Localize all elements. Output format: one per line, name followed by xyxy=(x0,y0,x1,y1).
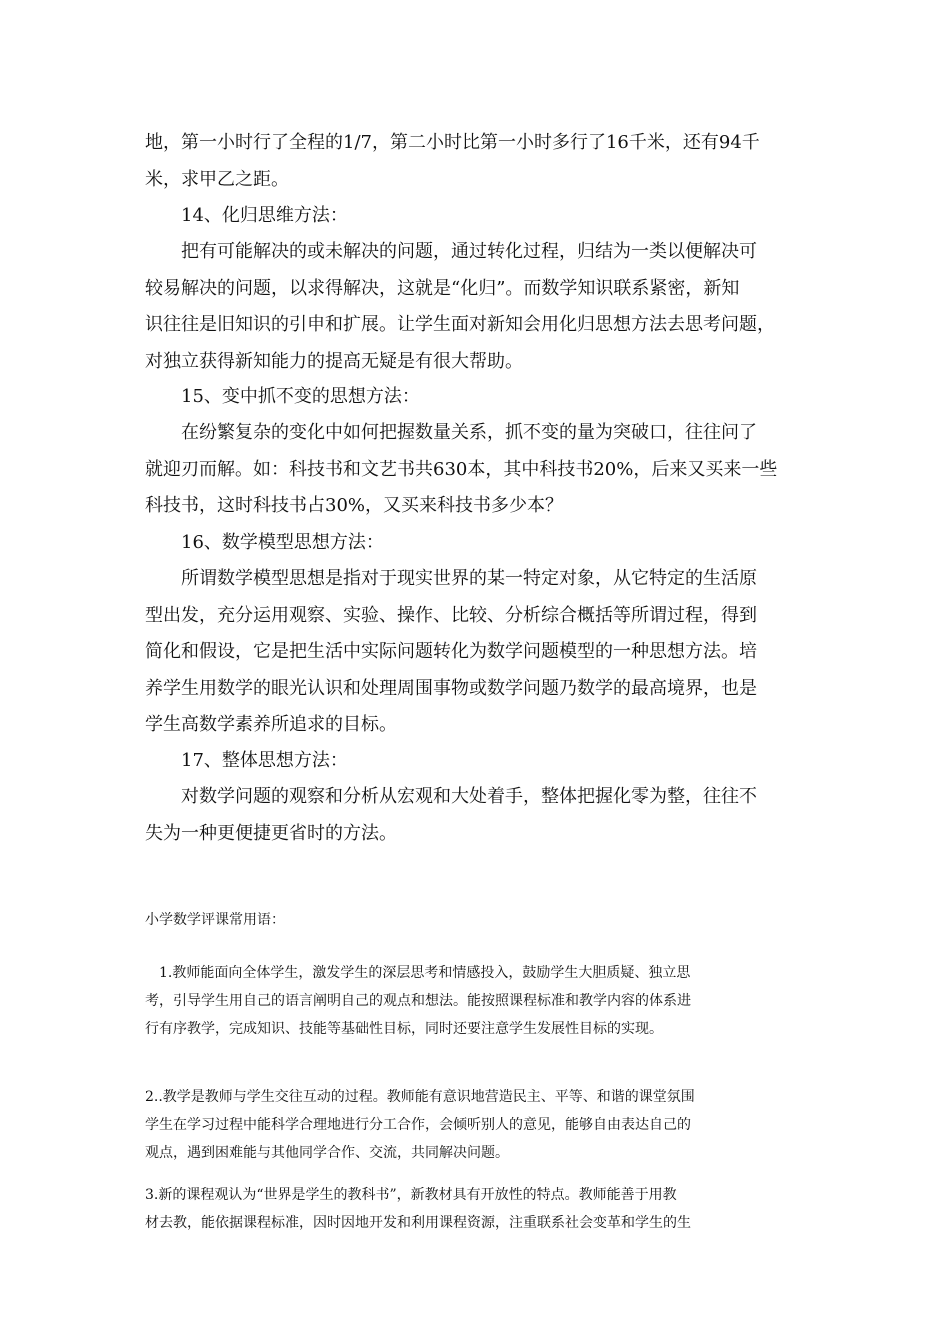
section-heading-15: 15、变中抓不变的思想方法： xyxy=(145,386,420,407)
evaluation-title: 小学数学评课常用语： xyxy=(145,912,285,928)
word-problem-continuation: 地，第一小时行了全程的1/7，第二小时比第一小时多行了16千米，还有94千 米，求甲乙之距。 xyxy=(145,132,760,190)
evaluation-item-3: 3.新的课程观认为“世界是学生的教科书”，新教材具有开放性的特点。教师能善于用教 材去教，能依据课程标准，因时因地开发和利用课程资源，注重联系社会变革和学生的生 xyxy=(145,1187,691,1231)
section-heading-16: 16、数学模型思想方法： xyxy=(145,532,384,553)
section-body-17: 对数学问题的观察和分析从宏观和大处着手，整体把握化零为整，往往不 失为一种更便捷更省时的方法。 xyxy=(145,786,757,844)
section-heading-14: 14、化归思维方法： xyxy=(145,205,348,226)
evaluation-item-2: 2..教学是教师与学生交往互动的过程。教师能有意识地营造民主、平等、和谐的课堂氛围 学生在学习过程中能科学合理地进行分工合作，会倾听别人的意见，能够自由表达自己的 观点，遇到困难能与其他同学合作、交流，共同解决问题。 xyxy=(145,1089,695,1161)
evaluation-item-1: 1.教师能面向全体学生，激发学生的深层思考和情感投入，鼓励学生大胆质疑、独立思 考，引导学生用自己的语言阐明自己的观点和想法。能按照课程标准和教学内容的体系进 行有序教学，完成知识、技能等基础性目标，同时还要注意学生发展性目标的实现。 xyxy=(145,965,691,1037)
section-body-15: 在纷繁复杂的变化中如何把握数量关系，抓不变的量为突破口，往往问了 就迎刃而解。如：科技书和文艺书共630本，其中科技书20%，后来又买来一些 科技书，这时科技书占30%，又买来科技书多少本？ xyxy=(145,422,778,516)
section-body-14: 把有可能解决的或未解决的问题，通过转化过程，归结为一类以便解决可 较易解决的问题，以求得解决，这就是“化归”。而数学知识联系紧密，新知 识往往是旧知识的引申和扩展。让学生面对新知会用化归思想方法去思考问题， 对独立获得新知能力的提高无疑是有很大帮助。 xyxy=(145,241,775,372)
section-body-16: 所谓数学模型思想是指对于现实世界的某一特定对象，从它特定的生活原 型出发，充分运用观察、实验、操作、比较、分析综合概括等所谓过程，得到 简化和假设，它是把生活中实际问题转化为数学问题模型的一种思想方法。培 养学生用数学的眼光认识和处理周围事物或数学问题乃数学的最高境界，也是 学生高数学素养所追求的目标。 xyxy=(145,568,757,735)
section-heading-17: 17、整体思想方法： xyxy=(145,750,348,771)
